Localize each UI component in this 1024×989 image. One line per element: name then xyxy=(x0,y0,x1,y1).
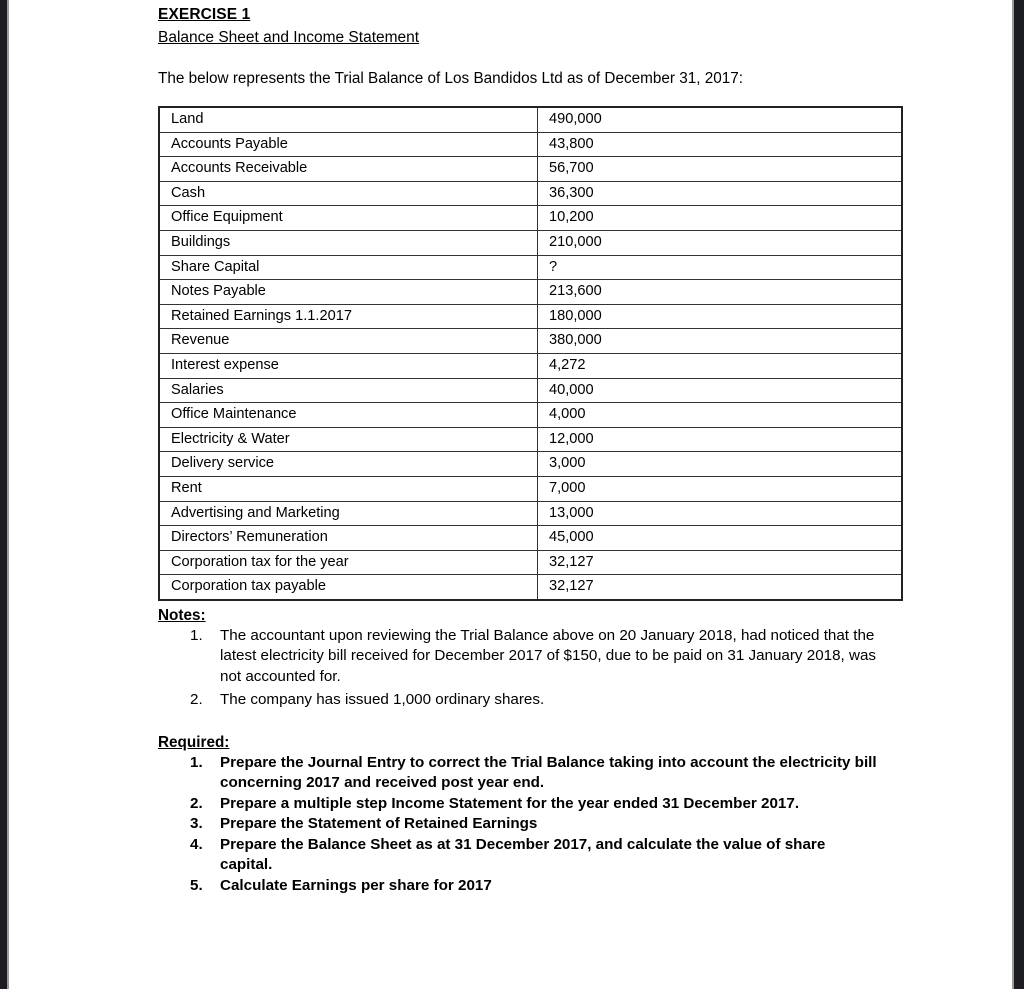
account-amount-cell: 43,800 xyxy=(538,132,903,157)
account-amount-cell: 12,000 xyxy=(538,427,903,452)
account-amount-cell: 7,000 xyxy=(538,476,903,501)
list-item-marker: 1. xyxy=(190,626,203,644)
account-amount-cell: ? xyxy=(538,255,903,280)
account-amount-cell: 36,300 xyxy=(538,181,903,206)
account-amount-cell: 210,000 xyxy=(538,230,903,255)
table-row xyxy=(159,526,902,551)
account-amount-cell: 56,700 xyxy=(538,157,903,182)
list-item-marker: 4. xyxy=(190,835,203,853)
account-amount-cell: 4,000 xyxy=(538,403,903,428)
account-name-cell: Electricity & Water xyxy=(159,427,538,452)
list-item-marker: 2. xyxy=(190,794,203,812)
table-row xyxy=(159,181,902,206)
table-row xyxy=(159,501,902,526)
trial-balance-table xyxy=(158,106,903,601)
notes-heading: Notes: xyxy=(158,606,206,624)
required-heading: Required: xyxy=(158,733,230,751)
table-row xyxy=(159,476,902,501)
account-amount-cell: 380,000 xyxy=(538,329,903,354)
list-item-text: The accountant upon reviewing the Trial Balance above on 20 January 2018, had noticed that the latest electricity bill received for December 2017 of $150, due to be paid on 31 January 2018, was not accounted for. xyxy=(220,626,876,685)
account-amount-cell: 490,000 xyxy=(538,107,903,132)
account-amount-cell: 4,272 xyxy=(538,353,903,378)
list-item xyxy=(158,626,880,688)
account-name-cell: Advertising and Marketing xyxy=(159,501,538,526)
list-item xyxy=(158,814,880,835)
table-row xyxy=(159,230,902,255)
account-name-cell: Corporation tax for the year xyxy=(159,550,538,575)
list-item-marker: 1. xyxy=(190,753,203,771)
page-subtitle-row xyxy=(158,27,880,48)
account-name-cell: Cash xyxy=(159,181,538,206)
notes-list xyxy=(158,626,880,711)
page-subtitle: Balance Sheet and Income Statement xyxy=(158,29,420,46)
list-item-text: Prepare the Balance Sheet as at 31 December 2017, and calculate the value of share capital. xyxy=(220,835,826,874)
table-row xyxy=(159,280,902,305)
trial-balance-body xyxy=(159,107,902,600)
account-name-cell: Delivery service xyxy=(159,452,538,477)
table-row xyxy=(159,255,902,280)
account-name-cell: Directors’ Remuneration xyxy=(159,526,538,551)
account-name-cell: Buildings xyxy=(159,230,538,255)
required-list xyxy=(158,753,880,897)
account-name-cell: Accounts Receivable xyxy=(159,157,538,182)
notes-heading-row xyxy=(158,606,880,626)
table-row xyxy=(159,427,902,452)
list-item-text: Prepare the Journal Entry to correct the Trial Balance taking into account the electricity bill concerning 2017 and received post year end. xyxy=(220,753,877,792)
account-amount-cell: 3,000 xyxy=(538,452,903,477)
table-row xyxy=(159,452,902,477)
list-item-text: Prepare a multiple step Income Statement for the year ended 31 December 2017. xyxy=(220,794,800,812)
document-content xyxy=(158,4,880,896)
account-name-cell: Notes Payable xyxy=(159,280,538,305)
trial-balance-table-wrapper xyxy=(158,106,880,601)
table-row xyxy=(159,329,902,354)
list-item xyxy=(158,876,880,897)
table-row xyxy=(159,107,902,132)
list-item-text: Prepare the Statement of Retained Earnings xyxy=(220,815,538,833)
account-name-cell: Interest expense xyxy=(159,353,538,378)
account-amount-cell: 32,127 xyxy=(538,550,903,575)
account-amount-cell: 40,000 xyxy=(538,378,903,403)
table-row xyxy=(159,157,902,182)
table-row xyxy=(159,403,902,428)
account-name-cell: Share Capital xyxy=(159,255,538,280)
table-row xyxy=(159,132,902,157)
table-row xyxy=(159,378,902,403)
list-item-marker: 2. xyxy=(190,691,203,709)
account-name-cell: Salaries xyxy=(159,378,538,403)
account-amount-cell: 45,000 xyxy=(538,526,903,551)
table-row xyxy=(159,550,902,575)
account-amount-cell: 180,000 xyxy=(538,304,903,329)
table-row xyxy=(159,353,902,378)
account-amount-cell: 32,127 xyxy=(538,575,903,600)
table-row xyxy=(159,206,902,231)
account-name-cell: Rent xyxy=(159,476,538,501)
table-row xyxy=(159,575,902,600)
page-title: EXERCISE 1 xyxy=(158,6,251,23)
account-amount-cell: 10,200 xyxy=(538,206,903,231)
account-amount-cell: 213,600 xyxy=(538,280,903,305)
intro-paragraph: The below represents the Trial Balance of Los Bandidos Ltd as of December 31, 2017: xyxy=(158,70,744,87)
account-name-cell: Revenue xyxy=(159,329,538,354)
account-name-cell: Retained Earnings 1.1.2017 xyxy=(159,304,538,329)
list-item-text: Calculate Earnings per share for 2017 xyxy=(220,876,492,894)
account-name-cell: Corporation tax payable xyxy=(159,575,538,600)
required-heading-row xyxy=(158,733,880,753)
list-item-marker: 5. xyxy=(190,876,203,894)
list-item-marker: 3. xyxy=(190,815,203,833)
list-item-text: The company has issued 1,000 ordinary shares. xyxy=(220,691,545,709)
list-item xyxy=(158,690,880,711)
account-name-cell: Land xyxy=(159,107,538,132)
account-amount-cell: 13,000 xyxy=(538,501,903,526)
account-name-cell: Accounts Payable xyxy=(159,132,538,157)
account-name-cell: Office Equipment xyxy=(159,206,538,231)
list-item xyxy=(158,835,880,876)
account-name-cell: Office Maintenance xyxy=(159,403,538,428)
list-item xyxy=(158,753,880,794)
table-row xyxy=(159,304,902,329)
list-item xyxy=(158,794,880,815)
page-title-row xyxy=(158,4,880,25)
